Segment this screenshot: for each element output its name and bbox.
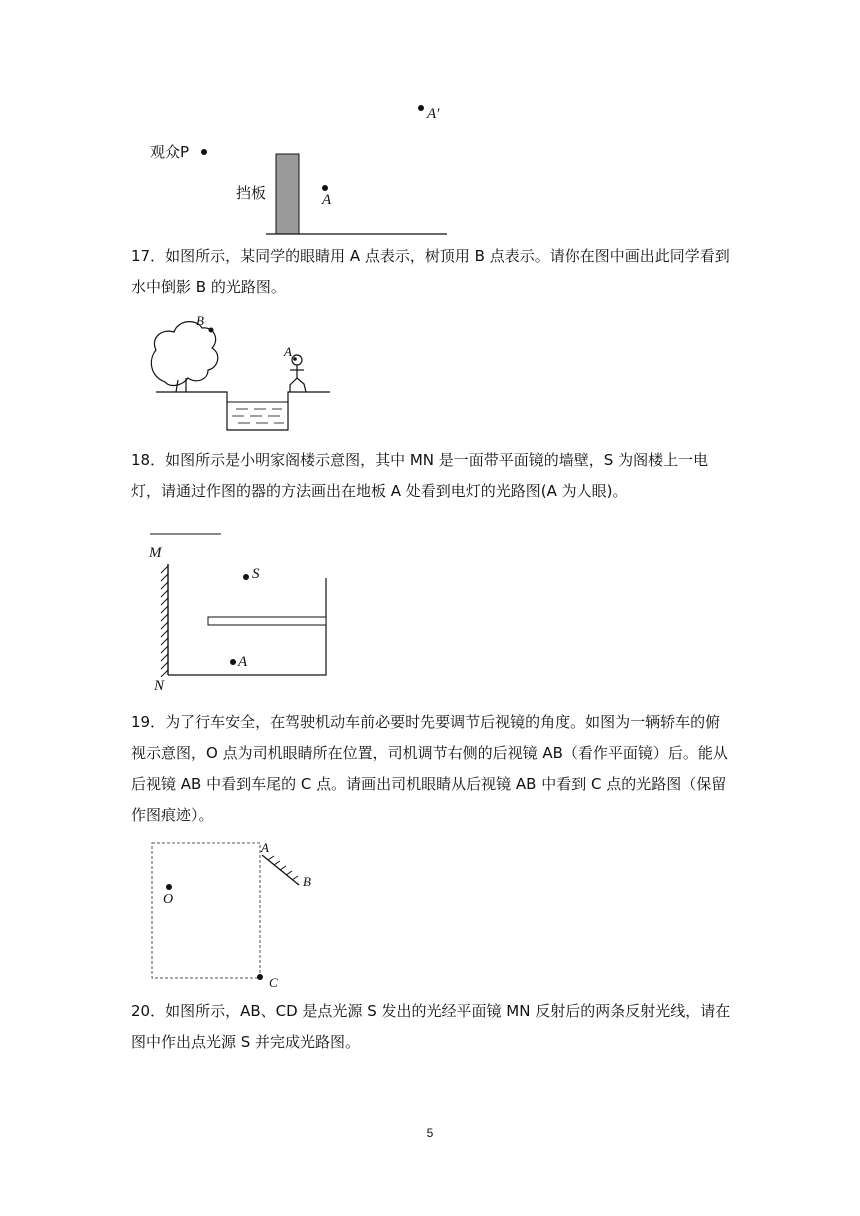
label-n: N	[154, 678, 165, 694]
ground-pond	[156, 392, 330, 430]
water-waves	[232, 409, 284, 423]
point-a	[322, 185, 328, 191]
point-a-prime	[418, 105, 424, 111]
attic-slab	[208, 617, 326, 625]
mirror-hatching	[161, 566, 168, 677]
tree-crown	[151, 322, 217, 386]
question-17-text: 17．如图所示，某同学的眼睛用 A 点表示，树顶用 B 点表示。请你在图中画出此同学看到水中倒影 B 的光路图。	[131, 247, 730, 296]
mirror-ab-hatching	[268, 856, 298, 880]
label-s: S	[252, 566, 260, 582]
point-b	[209, 328, 214, 333]
label-a: A	[322, 192, 332, 208]
question-19-text: 19．为了行车安全，在驾驶机动车前必要时先要调节后视镜的角度。如图为一辆轿车的俯视示意图，O 点为司机眼睛所在位置，司机调节右侧的后视镜 AB（看作平面镜）后。能从后视镜 AB 中看到车尾的 C 点。请画出司机眼睛从后视镜 AB 中看到 C 点的光路图（保留作图痕迹）。	[131, 713, 728, 824]
label-a-prime: A′	[427, 106, 440, 122]
figure-18-drawing	[0, 520, 860, 700]
car-outline	[152, 843, 260, 978]
label-a-19: A	[261, 840, 269, 855]
label-a-18: A	[238, 654, 248, 670]
label-m: M	[149, 545, 162, 561]
point-c	[257, 974, 263, 980]
label-a-17: A	[284, 344, 292, 359]
question-20-text: 20．如图所示，AB、CD 是点光源 S 发出的光经平面镜 MN 反射后的两条反射光线，请在图中作出点光源 S 并完成光路图。	[131, 1002, 731, 1051]
board-rect	[276, 154, 299, 234]
point-o	[166, 884, 172, 890]
person-figure	[290, 355, 306, 392]
page-number: 5	[426, 1126, 434, 1140]
label-b-19: B	[303, 874, 311, 889]
point-s	[243, 574, 249, 580]
label-c: C	[269, 975, 278, 990]
tree-trunk	[176, 378, 186, 392]
point-p	[201, 149, 207, 155]
label-audience: 观众P	[150, 143, 190, 161]
figure-17-drawing	[0, 310, 860, 450]
point-a-eye	[293, 357, 297, 361]
label-b: B	[196, 313, 204, 328]
question-18-text: 18．如图所示是小明家阁楼示意图，其中 MN 是一面带平面镜的墙壁，S 为阁楼上一电灯，请通过作图的器的方法画出在地板 A 处看到电灯的光路图(A 为人眼)。	[131, 451, 709, 500]
point-a-18	[230, 659, 236, 665]
label-o: O	[163, 892, 174, 907]
figure-19-drawing	[0, 835, 860, 995]
label-board: 挡板	[236, 184, 267, 202]
